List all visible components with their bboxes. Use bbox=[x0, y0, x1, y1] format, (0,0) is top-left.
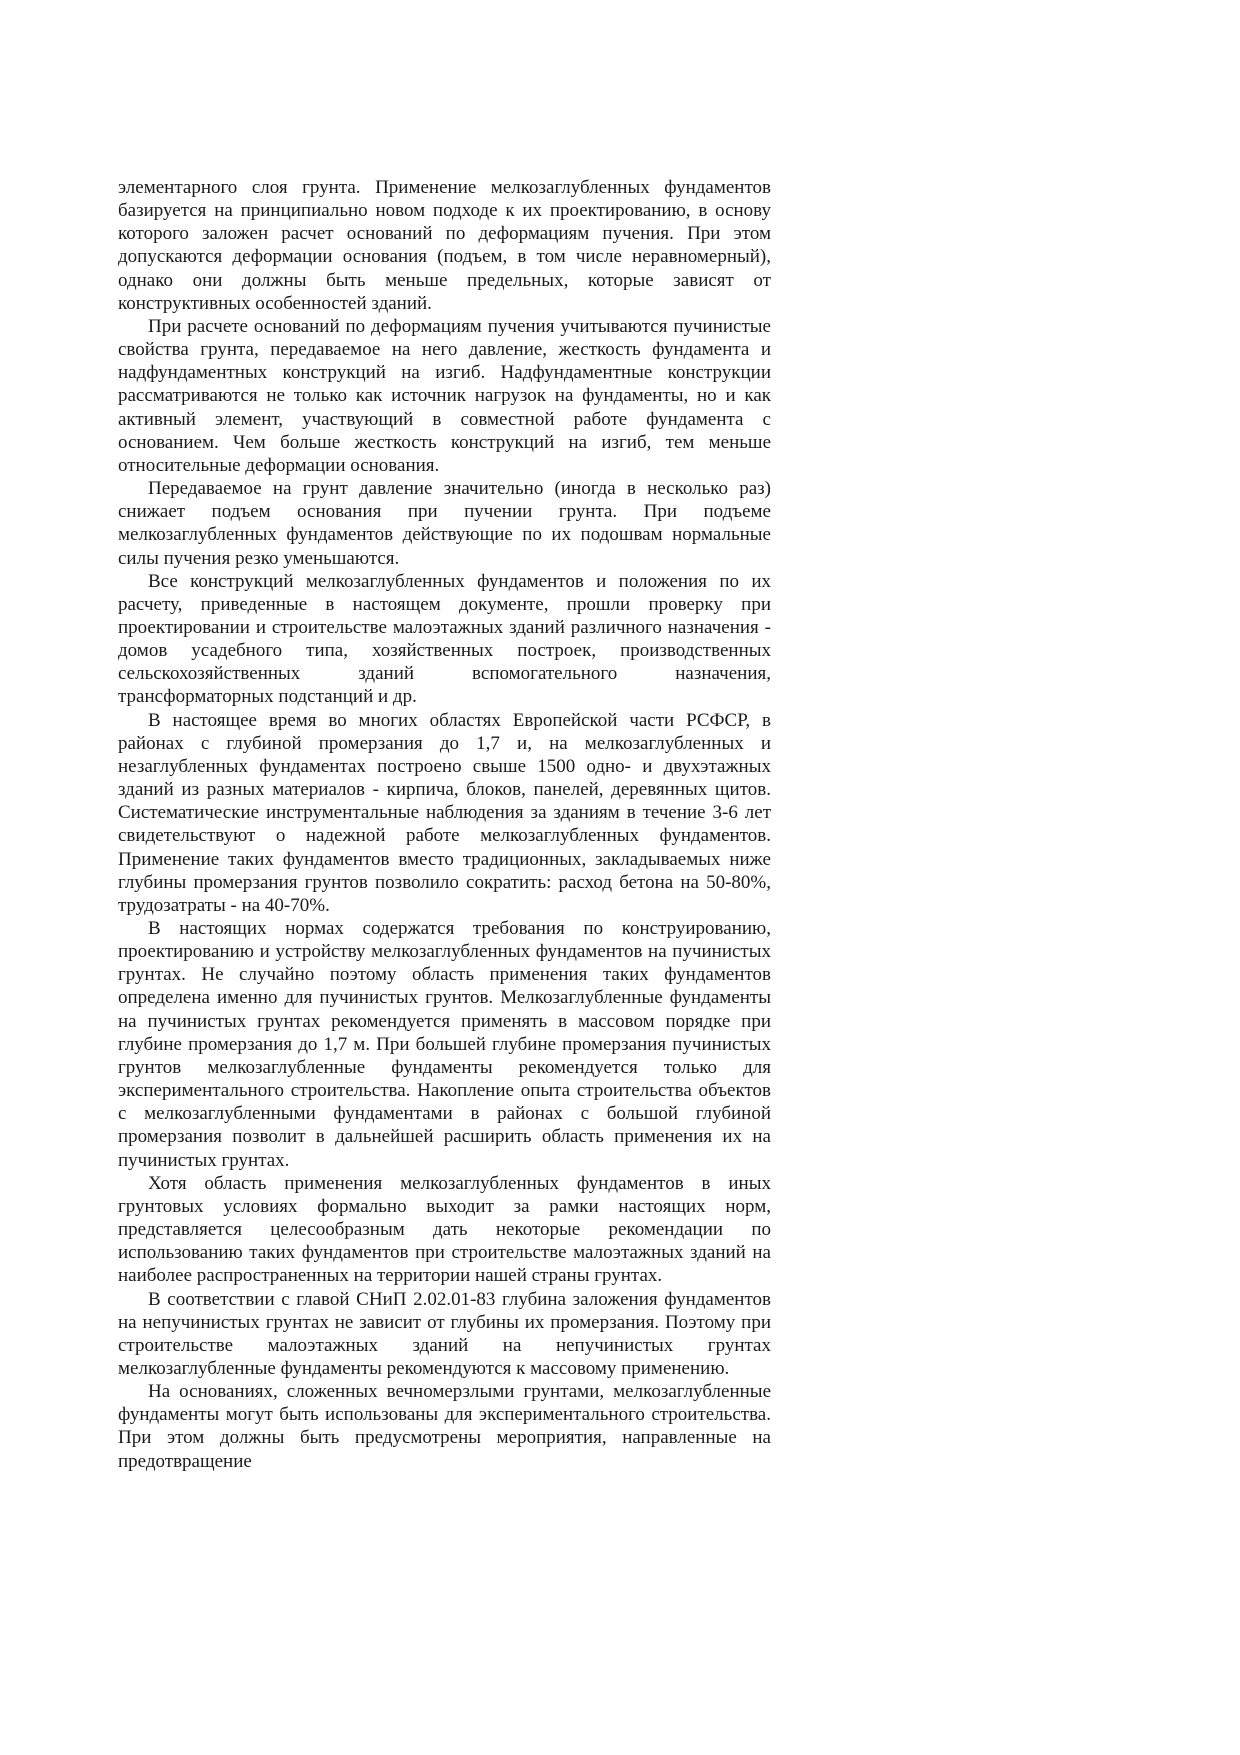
body-text bbox=[118, 176, 771, 1473]
paragraph-3: Передаваемое на грунт давление значительно (иногда в несколько раз) снижает подъем основания при пучении грунта. При подъеме мелкозаглубленных фундаментов действующие по их подошвам нормальные силы пучения резко уменьшаются. bbox=[118, 478, 771, 569]
paragraph-8: В соответствии с главой СНиП 2.02.01-83 глубина заложения фундаментов на непучинистых грунтах не зависит от глубины их промерзания. Поэтому при строительстве малоэтажных зданий на непучинистых грунтах мелкозаглубленные фундаменты рекомендуются к массовому применению. bbox=[118, 1288, 771, 1379]
paragraph-2: При расчете оснований по деформациям пучения учитываются пучинистые свойства грунта, передаваемое на него давление, жесткость фундамента и надфундаментных конструкций на изгиб. Надфундаментные конструкции рассматриваются не только как источник нагрузок на фундаменты, но и как активный элемент, участвующий в совместной работе фундамента с основанием. Чем больше жесткость конструкций на изгиб, тем меньше относительные деформации основания. bbox=[118, 315, 771, 476]
paragraph-9: На основаниях, сложенных вечномерзлыми грунтами, мелкозаглубленные фундаменты могут быть использованы для экспериментального строительства. При этом должны быть предусмотрены мероприятия, направленные на предотвращение bbox=[118, 1381, 771, 1472]
paragraph-7: Хотя область применения мелкозаглубленных фундаментов в иных грунтовых условиях формально выходит за рамки настоящих норм, представляется целесообразным дать некоторые рекомендации по использованию таких фундаментов при строительстве малоэтажных зданий на наиболее распространенных на территории нашей страны грунтах. bbox=[118, 1172, 771, 1287]
paragraph-1: элементарного слоя грунта. Применение мелкозаглубленных фундаментов базируется на принципиально новом подходе к их проектированию, в основу которого заложен расчет оснований по деформациям пучения. При этом допускаются деформации основания (подъем, в том числе неравномерный), однако они должны быть меньше предельных, которые зависят от конструктивных особенностей зданий. bbox=[118, 177, 771, 314]
paragraph-6: В настоящих нормах содержатся требования по конструированию, проектированию и устройству мелкозаглубленных фундаментов на пучинистых грунтах. Не случайно поэтому область применения таких фундаментов определена именно для пучинистых грунтов. Мелкозаглубленные фундаменты на пучинистых грунтах рекомендуется применять в массовом порядке при глубине промерзания до 1,7 м. При большей глубине промерзания пучинистых грунтов мелкозаглубленные фундаменты рекомендуется только для экспериментального строительства. Накопление опыта строительства объектов с мелкозаглубленными фундаментами в районах с большой глубиной промерзания позволит в дальнейшей расширить область применения их на пучинистых грунтах. bbox=[118, 918, 771, 1171]
paragraph-4: Все конструкций мелкозаглубленных фундаментов и положения по их расчету, приведенные в настоящем документе, прошли проверку при проектировании и строительстве малоэтажных зданий различного назначения - домов усадебного типа, хозяйственных построек, производственных сельскохозяйственных зданий вспомогательного назначения, трансформаторных подстанций и др. bbox=[118, 570, 771, 708]
paragraph-5: В настоящее время во многих областях Европейской части РСФСР, в районах с глубиной промерзания до 1,7 и, на мелкозаглубленных и незаглубленных фундаментах построено свыше 1500 одно- и двухэтажных зданий из разных материалов - кирпича, блоков, панелей, деревянных щитов. Систематические инструментальные наблюдения за зданиям в течение 3-6 лет свидетельствуют о надежной работе мелкозаглубленных фундаментов. Применение таких фундаментов вместо традиционных, закладываемых ниже глубины промерзания грунтов позволило сократить: расход бетона на 50-80%, трудозатраты - на 40-70%. bbox=[118, 709, 771, 916]
